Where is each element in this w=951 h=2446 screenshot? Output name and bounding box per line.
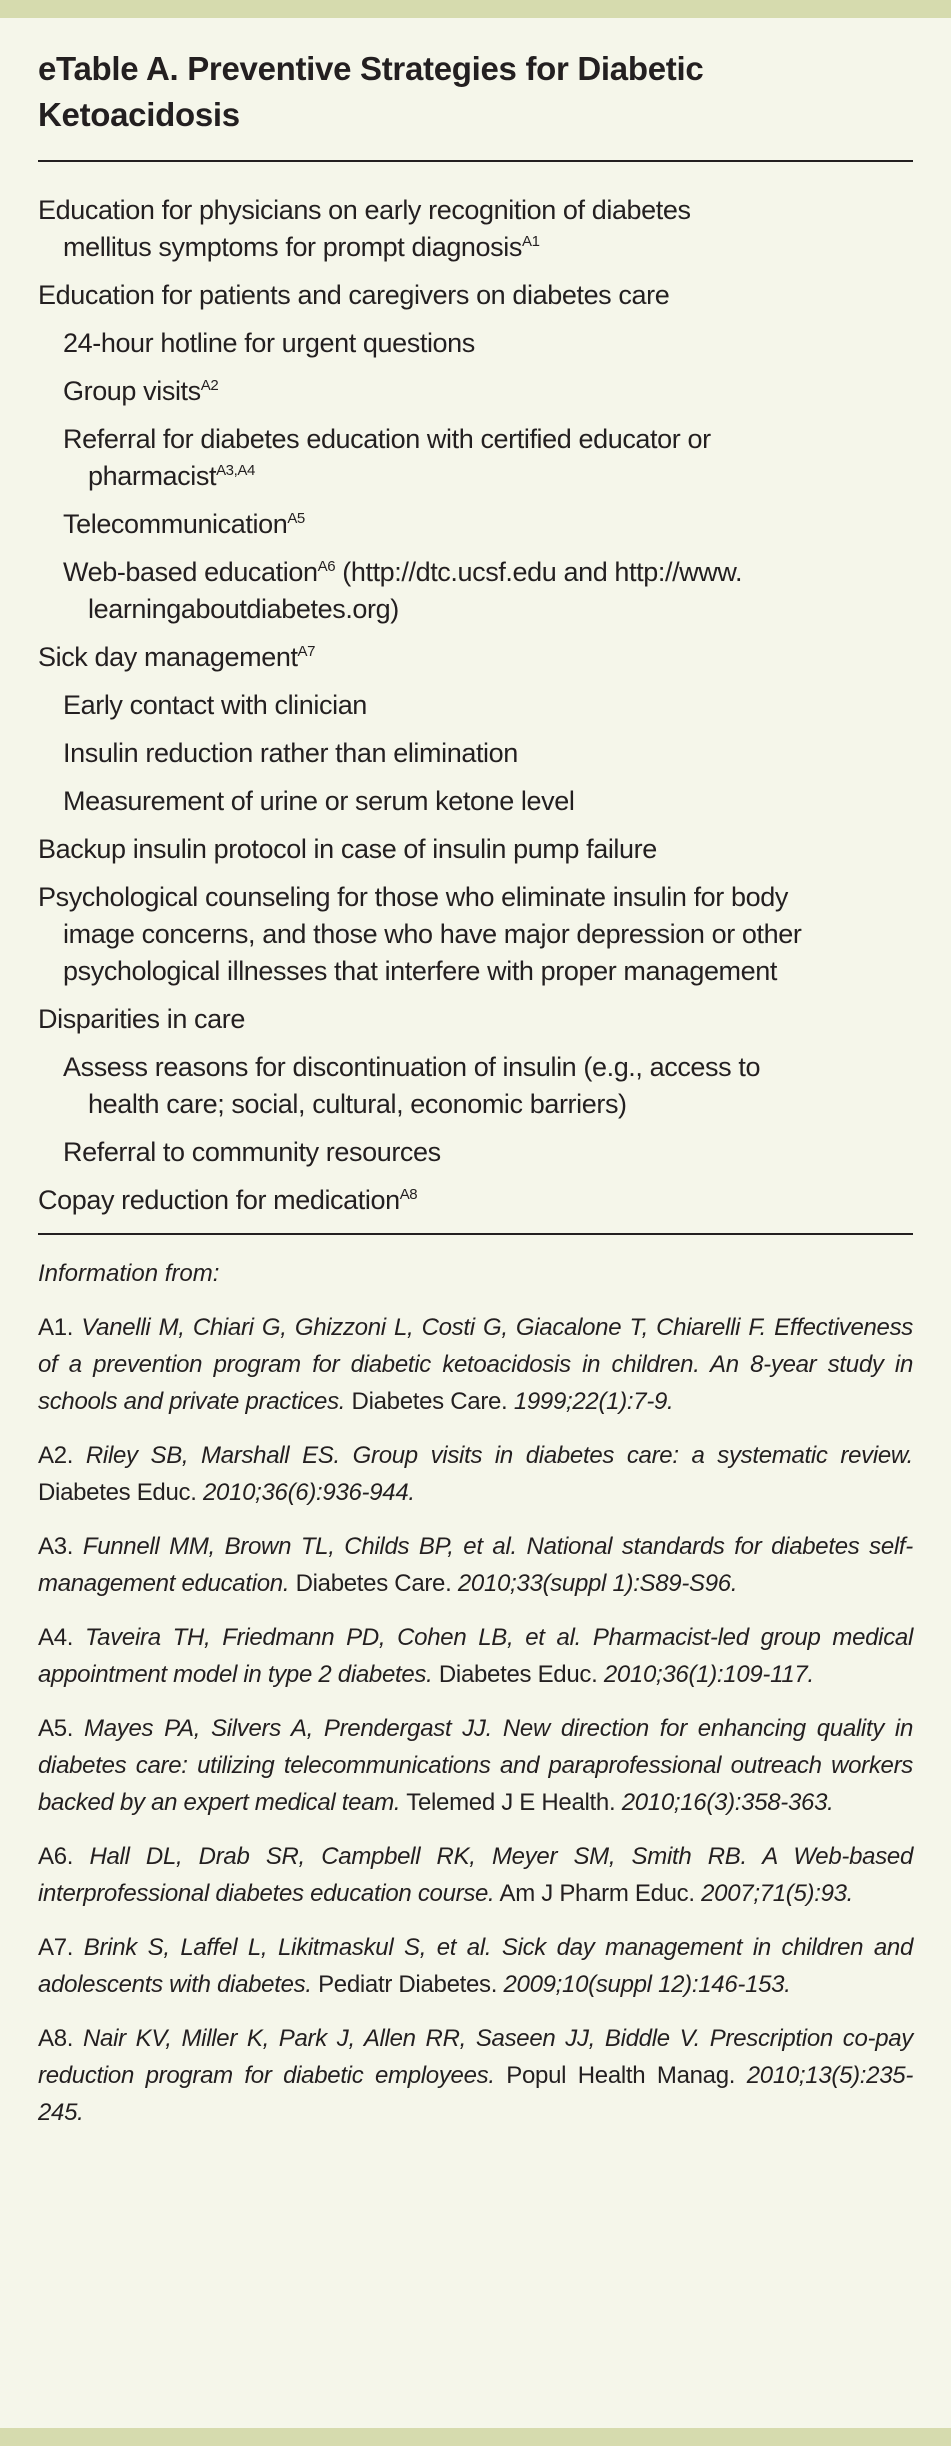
- item-line: [38, 916, 913, 953]
- strategy-item: [38, 192, 913, 266]
- item-line: [63, 554, 913, 591]
- reference-entry: [38, 1838, 913, 1912]
- reference-title: Funnell MM, Brown TL, Childs BP, et al. National standards for diabetes self-management education.: [38, 1533, 913, 1597]
- item-line: [63, 325, 913, 362]
- reference-journal: Diabetes Care.: [295, 1570, 452, 1597]
- citation-superscript: A5: [287, 510, 305, 527]
- bottom-border-band: [0, 2428, 951, 2446]
- reference-title: Mayes PA, Silvers A, Prendergast JJ. New direction for enhancing quality in diabetes care: utilizing telecommunications and paraprofessional outreach workers backed by an expert medical team.: [38, 1715, 913, 1816]
- sub-strategy-item: [38, 325, 913, 362]
- sub-strategy-item: [38, 506, 913, 543]
- reference-journal: Telemed J E Health.: [406, 1789, 616, 1816]
- reference-journal: Diabetes Educ.: [438, 1661, 598, 1688]
- item-text: Telecommunication: [63, 509, 288, 539]
- item-text: Disparities in care: [38, 1004, 245, 1034]
- item-line: [63, 591, 913, 628]
- strategy-item: [38, 1182, 913, 1219]
- sub-strategy-item: [38, 373, 913, 410]
- strategy-item: [38, 1001, 913, 1038]
- sub-strategy-item: [38, 735, 913, 772]
- item-line: [38, 831, 913, 868]
- item-line: [63, 506, 913, 543]
- item-text-tail: (http://dtc.ucsf.edu and http://www.: [335, 557, 743, 587]
- reference-entry: [38, 2020, 913, 2131]
- reference-label: A2.: [38, 1442, 74, 1469]
- reference-title: Hall DL, Drab SR, Campbell RK, Meyer SM, Smith RB. A Web-based interprofessional diabetes education course.: [38, 1843, 913, 1907]
- strategy-item: [38, 879, 913, 990]
- references-divider: [38, 1233, 913, 1235]
- reference-label: A5.: [38, 1715, 74, 1742]
- item-line: [63, 1086, 913, 1123]
- reference-label: A6.: [38, 1843, 74, 1870]
- item-text: Psychological counseling for those who eliminate insulin for body: [38, 882, 788, 912]
- citation-superscript: A3,A4: [216, 462, 255, 479]
- item-text: Early contact with clinician: [63, 690, 367, 720]
- item-line: [63, 735, 913, 772]
- item-line: [38, 229, 913, 266]
- citation-superscript: A2: [200, 377, 219, 394]
- item-text: Group visits: [63, 376, 201, 406]
- citation-superscript: A6: [317, 558, 336, 575]
- item-line: [63, 421, 913, 458]
- reference-title: Taveira TH, Friedmann PD, Cohen LB, et al. Pharmacist-led group medical appointment model in type 2 diabetes.: [38, 1624, 913, 1688]
- reference-journal: Diabetes Educ.: [38, 1479, 197, 1506]
- sub-strategy-item: [38, 687, 913, 724]
- item-text: Web-based education: [63, 557, 318, 587]
- top-border-band: [0, 0, 951, 18]
- item-line: [38, 1182, 913, 1219]
- reference-citation: 2010;36(6):936-944.: [202, 1479, 415, 1506]
- reference-label: A4.: [38, 1624, 74, 1651]
- item-text: Sick day management: [38, 642, 298, 672]
- reference-title: Brink S, Laffel L, Likitmaskul S, et al. Sick day management in children and adolescents with diabetes.: [38, 1934, 913, 1998]
- item-text: 24-hour hotline for urgent questions: [63, 328, 475, 358]
- reference-title: Vanelli M, Chiari G, Ghizzoni L, Costi G, Giacalone T, Chiarelli F. Effectiveness of a prevention program for diabetic ketoacidosis in children. An 8-year study in schools and private practices.: [38, 1314, 913, 1415]
- sub-strategy-item: [38, 554, 913, 628]
- item-line: [38, 639, 913, 676]
- reference-list: [38, 1309, 913, 2131]
- item-text: mellitus symptoms for prompt diagnosis: [63, 232, 522, 262]
- reference-entry: [38, 1929, 913, 2003]
- citation-superscript: A7: [297, 643, 316, 660]
- table-title: eTable A. Preventive Strategies for Diabetic Ketoacidosis: [38, 50, 704, 133]
- reference-entry: [38, 1528, 913, 1602]
- reference-journal: Diabetes Care.: [351, 1388, 508, 1415]
- reference-citation: 1999;22(1):7-9.: [513, 1388, 674, 1415]
- etable: [38, 46, 913, 2131]
- item-line: [63, 1134, 913, 1171]
- sub-strategy-item: [38, 421, 913, 495]
- reference-entry: [38, 1710, 913, 1821]
- strategy-item: [38, 277, 913, 314]
- reference-entry: [38, 1437, 913, 1511]
- citation-superscript: A1: [521, 233, 540, 250]
- item-text: health care; social, cultural, economic barriers): [88, 1089, 627, 1119]
- item-text: Referral for diabetes education with certified educator or: [63, 424, 711, 454]
- item-line: [38, 277, 913, 314]
- item-text: Copay reduction for medication: [38, 1185, 400, 1215]
- item-line: [38, 953, 913, 990]
- sub-strategy-item: [38, 783, 913, 820]
- reference-label: A8.: [38, 2025, 74, 2052]
- reference-title: Riley SB, Marshall ES. Group visits in diabetes care: a systematic review.: [85, 1442, 913, 1469]
- item-text: pharmacist: [88, 461, 217, 491]
- item-text: Insulin reduction rather than elimination: [63, 738, 518, 768]
- item-text: psychological illnesses that interfere with proper management: [63, 956, 777, 986]
- strategy-item: [38, 639, 913, 676]
- reference-citation: 2010;13(5):235-245.: [38, 2062, 914, 2126]
- item-line: [63, 458, 913, 495]
- information-label: Information from:: [38, 1260, 220, 1287]
- reference-entry: [38, 1619, 913, 1693]
- item-line: [63, 373, 913, 410]
- strategy-list: [38, 192, 913, 1219]
- item-line: [63, 687, 913, 724]
- sub-strategy-item: [38, 1134, 913, 1171]
- item-text: Referral to community resources: [63, 1137, 441, 1167]
- item-line: [63, 1049, 913, 1086]
- reference-citation: 2010;36(1):109-117.: [603, 1661, 814, 1688]
- title-divider: [38, 160, 913, 162]
- reference-label: A7.: [38, 1934, 74, 1961]
- reference-journal: Am J Pharm Educ.: [499, 1880, 695, 1907]
- reference-citation: 2009;10(suppl 12):146-153.: [503, 1971, 791, 1998]
- sub-strategy-item: [38, 1049, 913, 1123]
- reference-journal: Pediatr Diabetes.: [318, 1971, 498, 1998]
- reference-citation: 2010;33(suppl 1):S89-S96.: [457, 1570, 738, 1597]
- reference-citation: 2007;71(5):93.: [701, 1880, 854, 1907]
- reference-label: A3.: [38, 1533, 74, 1560]
- item-line: [38, 192, 913, 229]
- item-text: Assess reasons for discontinuation of insulin (e.g., access to: [63, 1052, 761, 1082]
- item-text: Education for physicians on early recognition of diabetes: [38, 195, 691, 225]
- item-text: learningaboutdiabetes.org): [88, 594, 399, 624]
- item-text: Education for patients and caregivers on diabetes care: [38, 280, 670, 310]
- reference-title: Nair KV, Miller K, Park J, Allen RR, Saseen JJ, Biddle V. Prescription co-pay reduction program for diabetic employees.: [38, 2025, 913, 2089]
- reference-journal: Popul Health Manag.: [506, 2062, 736, 2089]
- item-line: [38, 1001, 913, 1038]
- item-line: [63, 783, 913, 820]
- reference-entry: [38, 1309, 913, 1420]
- item-text: Measurement of urine or serum ketone level: [63, 786, 575, 816]
- reference-label: A1.: [38, 1314, 74, 1341]
- item-text: image concerns, and those who have major depression or other: [63, 919, 802, 949]
- citation-superscript: A8: [399, 1186, 418, 1203]
- strategy-item: [38, 831, 913, 868]
- reference-citation: 2010;16(3):358-363.: [621, 1789, 834, 1816]
- item-text: Backup insulin protocol in case of insulin pump failure: [38, 834, 657, 864]
- item-line: [38, 879, 913, 916]
